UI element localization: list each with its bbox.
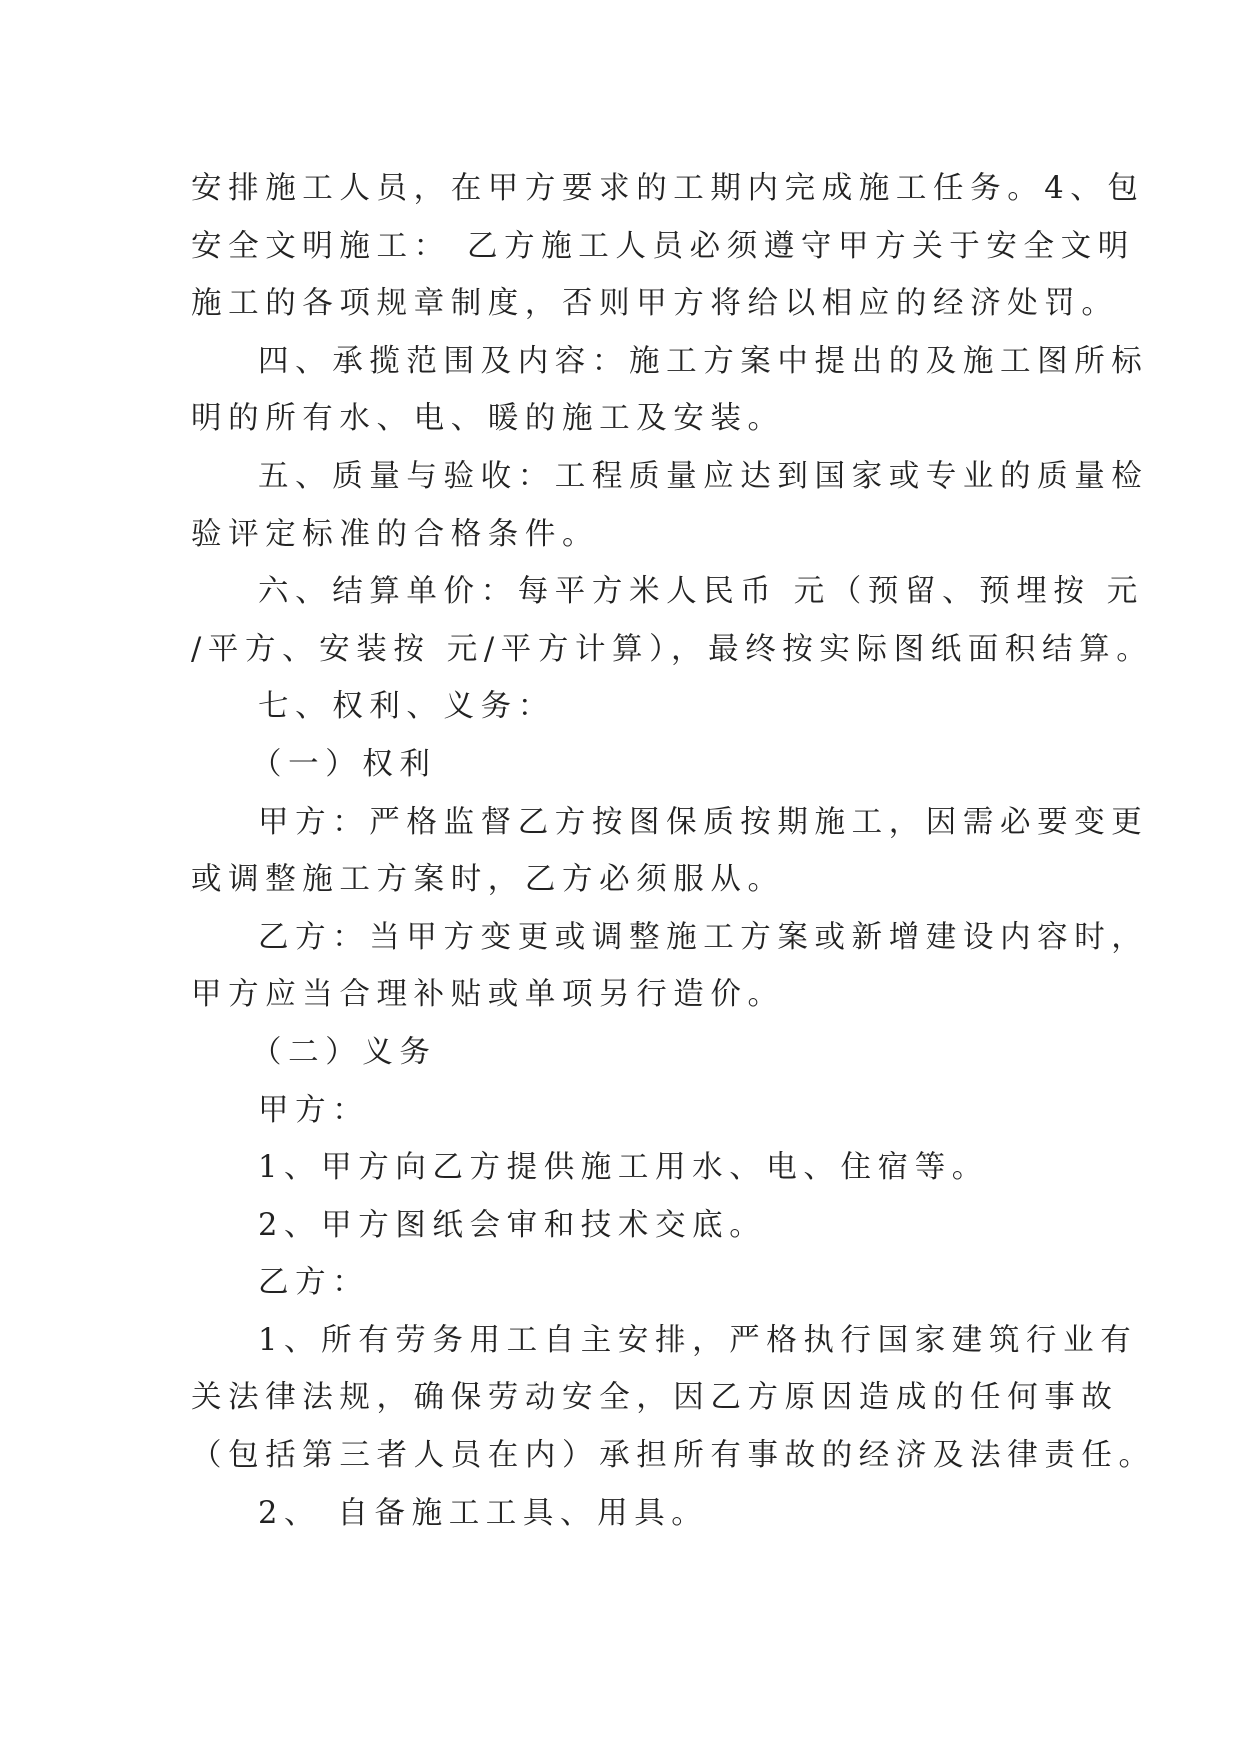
party-label-a: 甲方： [258,1092,370,1128]
paragraph-line: 乙方：当甲方变更或调整施工方案或新增建设内容时， [258,919,1149,955]
paragraph-line: 验评定标准的合格条件。 [191,516,600,552]
section-heading-quality: 五、质量与验收：工程质量应达到国家或专业的质量检 [258,458,1149,494]
paragraph-line: 或调整施工方案时，乙方必须服从。 [191,862,785,898]
list-item: 2、甲方图纸会审和技术交底。 [258,1207,767,1243]
paragraph-line: /平方、安装按 元/平方计算），最终按实际图纸面积结算。 [191,631,1154,667]
list-item: 2、 自备施工工具、用具。 [258,1495,709,1531]
paragraph-line: 关法律法规，确保劳动安全，因乙方原因造成的任何事故 [191,1380,1119,1416]
list-item: 1、所有劳务用工自主安排，严格执行国家建筑行业有 [258,1322,1138,1358]
paragraph-line: 甲方：严格监督乙方按图保质按期施工，因需必要变更 [258,804,1149,840]
subsection-heading-rights: （一）权利 [251,746,437,782]
section-heading-rights-obligations: 七、权利、义务： [258,689,555,725]
list-item: 1、甲方向乙方提供施工用水、电、住宿等。 [258,1150,989,1186]
section-heading-settlement: 六、结算单价：每平方米人民币 元（预留、预埋按 元 [258,574,1144,610]
paragraph-line: 明的所有水、电、暖的施工及安装。 [191,401,785,437]
paragraph-line: 甲方应当合理补贴或单项另行造价。 [191,977,785,1013]
paragraph-line: 施工的各项规章制度，否则甲方将给以相应的经济处罚。 [191,286,1119,322]
section-heading-scope: 四、承揽范围及内容：施工方案中提出的及施工图所标 [258,343,1149,379]
paragraph-line: （包括第三者人员在内）承担所有事故的经济及法律责任。 [191,1438,1156,1474]
paragraph-line: 安排施工人员，在甲方要求的工期内完成施工任务。4、包 [191,171,1145,206]
subsection-heading-obligations: （二）义务 [251,1034,437,1070]
paragraph-line: 安全文明施工： 乙方施工人员必须遵守甲方关于安全文明 [191,228,1135,264]
document-body [191,160,1156,1542]
party-label-b: 乙方： [258,1265,370,1301]
